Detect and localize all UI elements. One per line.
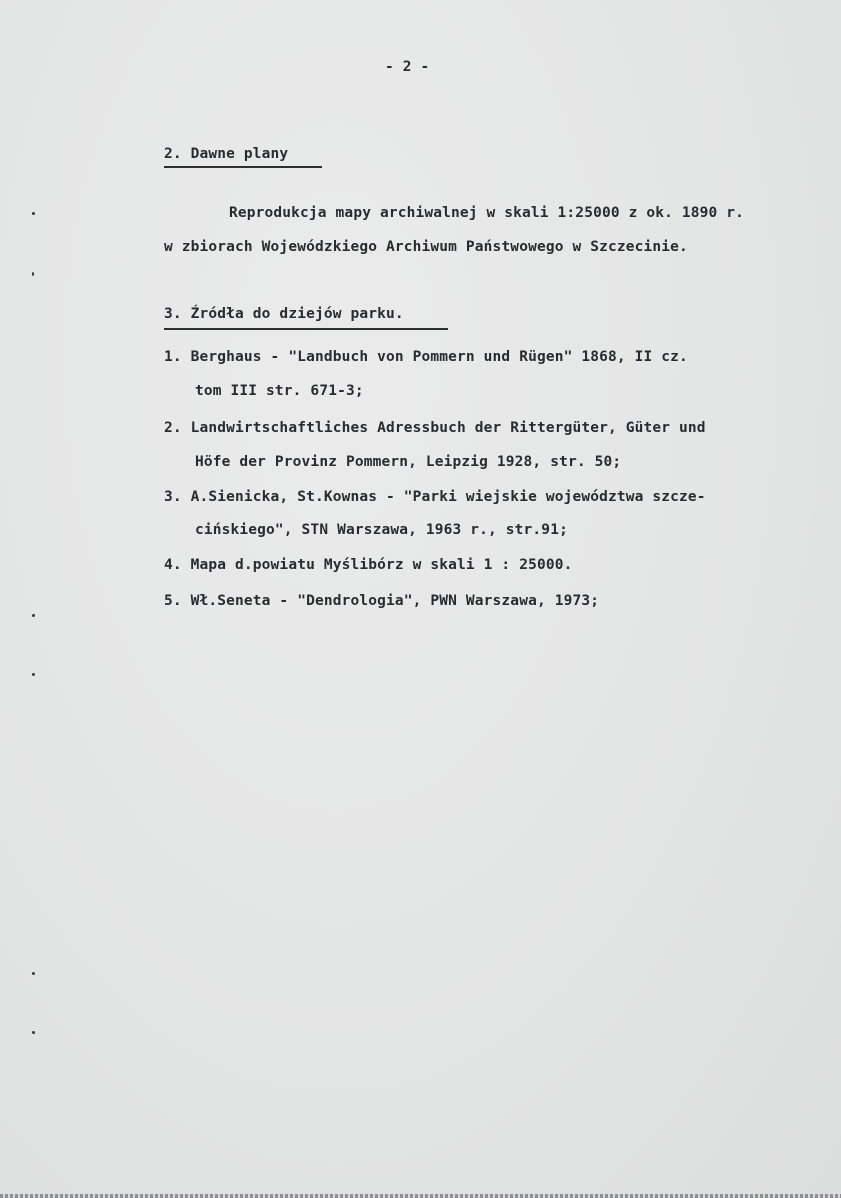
margin-speck (32, 212, 35, 215)
source-item-3-line-1: 3. A.Sienicka, St.Kownas - "Parki wiejskie województwa szcze- (164, 489, 706, 505)
margin-speck (32, 614, 35, 617)
margin-speck (32, 673, 35, 676)
scan-edge-strip (0, 1194, 841, 1198)
source-item-1-line-1: 1. Berghaus - "Landbuch von Pommern und Rügen" 1868, II cz. (164, 349, 688, 365)
page-number: - 2 - (385, 59, 430, 75)
margin-speck (32, 972, 35, 975)
margin-speck (32, 272, 34, 276)
source-item-3-line-2: cińskiego", STN Warszawa, 1963 r., str.91; (195, 522, 568, 538)
section-2-paragraph-line-1: Reprodukcja mapy archiwalnej w skali 1:25000 z ok. 1890 r. (229, 205, 745, 221)
source-item-2-line-2: Höfe der Provinz Pommern, Leipzig 1928, str. 50; (195, 454, 622, 470)
section-2-heading: 2. Dawne plany (164, 146, 289, 162)
margin-speck (32, 1031, 35, 1034)
section-2-heading-underline (164, 166, 322, 168)
source-item-2-line-1: 2. Landwirtschaftliches Adressbuch der Rittergüter, Güter und (164, 420, 706, 436)
section-2-paragraph-line-2: w zbiorach Wojewódzkiego Archiwum Państwowego w Szczecinie. (164, 239, 688, 255)
section-3-heading: 3. Źródła do dziejów parku. (164, 306, 404, 322)
source-item-4: 4. Mapa d.powiatu Myślibórz w skali 1 : 25000. (164, 557, 573, 573)
section-3-heading-underline (164, 328, 448, 330)
source-item-5: 5. Wł.Seneta - "Dendrologia", PWN Warszawa, 1973; (164, 593, 600, 609)
source-item-1-line-2: tom III str. 671-3; (195, 383, 364, 399)
